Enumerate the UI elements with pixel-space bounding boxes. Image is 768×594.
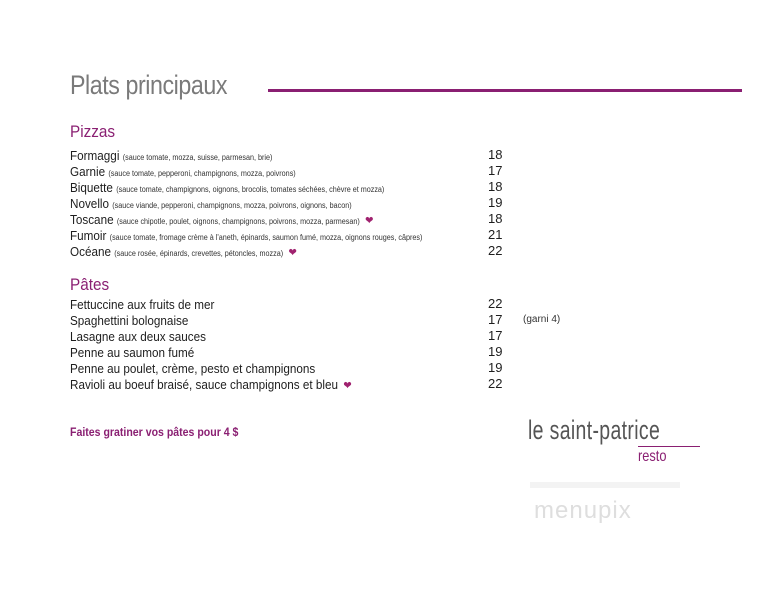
item-description: (sauce viande, pepperoni, champignons, mozza, poivrons, oignons, bacon) [112,201,352,210]
faint-text-strip [530,482,680,488]
menu-item [70,243,510,259]
item-description: (sauce tomate, pepperoni, champignons, mozza, poivrons) [108,169,296,178]
item-name: Lasagne aux deux sauces [70,329,206,344]
item-price: 17 [488,328,503,343]
logo-subtitle: resto [638,448,667,465]
item-name: Penne au poulet, crème, pesto et champignons [70,361,316,376]
item-description: (sauce tomate, champignons, oignons, brocolis, tomates séchées, chèvre et mozza) [116,185,385,194]
page-title: Plats principaux [70,70,228,100]
item-price: 19 [488,344,503,359]
title-rule [268,89,742,92]
menu-item [70,296,510,312]
item-name: Toscane [70,212,114,227]
item-description: (sauce rosée, épinards, crevettes, pétoncles, mozza) [114,249,284,258]
item-price: 17 [488,163,503,178]
restaurant-logo [528,415,708,475]
item-price: 21 [488,227,503,242]
menu-item [70,227,510,243]
item-description: (sauce tomate, mozza, suisse, parmesan, brie) [122,153,273,162]
item-price: 19 [488,360,503,375]
item-price: 22 [488,243,503,258]
item-name: Spaghettini bolognaise [70,313,189,328]
logo-name: le saint-patrice [528,415,661,445]
menu-item [70,195,510,211]
menupix-watermark: menupix [534,497,632,524]
item-description: (sauce tomate, fromage crème à l'aneth, épinards, saumon fumé, mozza, oignons rouges, câpres) [109,233,423,242]
menu-item [70,360,510,376]
menu-item [70,344,510,360]
item-name: Océane [70,244,111,259]
gratin-note: Faites gratiner vos pâtes pour 4 $ [70,425,239,439]
logo-rule [638,446,700,447]
item-price: 22 [488,376,503,391]
item-name: Garnie [70,164,106,179]
item-name: Fumoir [70,228,107,243]
heart-icon: ❤ [343,380,352,392]
menu-item [70,211,510,227]
menu-item [70,312,510,328]
item-name: Biquette [70,180,113,195]
item-price: 17 [488,312,503,327]
menu-item [70,328,510,344]
item-price: 18 [488,211,503,226]
pizzas-heading: Pizzas [70,122,116,141]
item-price: 22 [488,296,503,311]
item-name: Penne au saumon fumé [70,345,195,360]
item-price: 18 [488,147,503,162]
menu-item [70,376,510,392]
item-name: Fettuccine aux fruits de mer [70,297,215,312]
item-name: Novello [70,196,110,211]
heart-icon: ❤ [365,215,374,227]
menu-item [70,163,510,179]
pates-heading: Pâtes [70,275,110,294]
item-extra-note: (garni 4) [523,314,561,325]
heart-icon: ❤ [288,247,297,259]
menu-item [70,147,510,163]
item-name: Ravioli au boeuf braisé, sauce champignons et bleu [70,377,338,392]
item-price: 19 [488,195,503,210]
item-name: Formaggi [70,148,120,163]
item-price: 18 [488,179,503,194]
item-description: (sauce chipotle, poulet, oignons, champignons, poivrons, mozza, parmesan) [116,217,360,226]
menu-item [70,179,510,195]
